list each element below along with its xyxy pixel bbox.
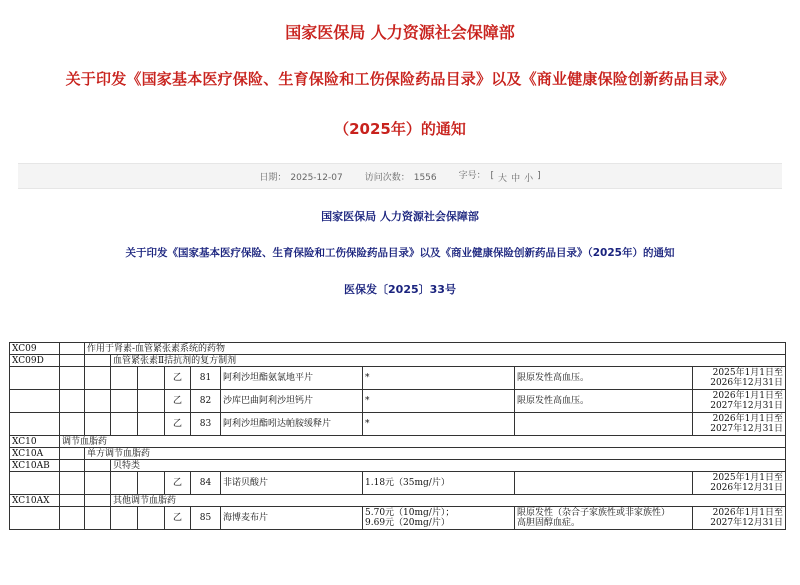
validity-end: 2026年12月31日 (710, 378, 784, 388)
drug-validity (693, 390, 786, 413)
atc-code: XC09 (10, 343, 60, 355)
validity-end: 2027年12月31日 (710, 518, 784, 528)
validity-end: 2027年12月31日 (710, 424, 784, 434)
font-size-medium-button[interactable]: 中 (511, 174, 521, 184)
drug-number: 84 (191, 472, 221, 495)
table-row (10, 472, 786, 495)
table-row (10, 367, 786, 390)
drug-grade: 乙 (165, 507, 191, 530)
drug-name: 海博麦布片 (221, 507, 363, 530)
drug-validity (693, 472, 786, 495)
drug-price: 1.18元（35mg/片） (363, 472, 515, 495)
category-name: 血管紧张素Ⅱ拮抗剂的复方制剂 (111, 355, 786, 367)
table-row (10, 507, 786, 530)
remark-line1: 限原发性（杂合子家族性或非家族性） (517, 508, 671, 518)
drug-grade: 乙 (165, 390, 191, 413)
drug-remark (515, 413, 693, 436)
drug-number: 85 (191, 507, 221, 530)
table-row (10, 355, 786, 367)
page-title-line2: 关于印发《国家基本医疗保险、生育保险和工伤保险药品目录》以及《商业健康保险创新药品目录》 (65, 70, 735, 88)
drug-remark: 限原发性高血压。 (515, 390, 693, 413)
price-line2: 9.69元（20mg/片） (365, 518, 450, 528)
font-size-close-bracket: ] (537, 171, 541, 181)
page-title-line1: 国家医保局 人力资源社会保障部 (285, 23, 515, 42)
atc-code: XC10A (10, 448, 60, 460)
atc-code: XC10 (10, 436, 60, 448)
drug-grade: 乙 (165, 472, 191, 495)
validity-start: 2025年1月1日至 (712, 368, 784, 378)
table-row (10, 448, 786, 460)
font-size-small-button[interactable]: 小 (524, 174, 534, 184)
drug-validity (693, 367, 786, 390)
category-name: 单方调节血脂药 (85, 448, 786, 460)
category-name: 其他调节血脂药 (111, 495, 786, 507)
drug-form: * (363, 413, 515, 436)
drug-number: 83 (191, 413, 221, 436)
drug-validity (693, 507, 786, 530)
validity-end: 2026年12月31日 (710, 483, 784, 493)
validity-start: 2026年1月1日至 (712, 508, 784, 518)
atc-code: XC09D (10, 355, 60, 367)
validity-start: 2026年1月1日至 (712, 391, 784, 401)
table-row (10, 495, 786, 507)
validity-start: 2026年1月1日至 (712, 414, 784, 424)
category-name: 调节血脂药 (60, 436, 786, 448)
validity-end: 2027年12月31日 (710, 401, 784, 411)
drug-name: 沙库巴曲阿利沙坦钙片 (221, 390, 363, 413)
category-name: 贝特类 (111, 460, 786, 472)
font-size-open-bracket: [ (490, 171, 495, 181)
drug-catalog-table (9, 342, 786, 530)
view-count-value: 1556 (413, 172, 437, 183)
drug-validity (693, 413, 786, 436)
page-title-line3: （2025年）的通知 (334, 120, 466, 138)
price-line1: 5.70元（10mg/片）； (365, 508, 455, 518)
publish-date-label: 日期： (259, 172, 287, 183)
drug-form: * (363, 367, 515, 390)
article-meta-bar (18, 163, 782, 189)
drug-grade: 乙 (165, 413, 191, 436)
table-row (10, 436, 786, 448)
atc-code: XC10AX (10, 495, 60, 507)
doc-subject: 关于印发《国家基本医疗保险、生育保险和工伤保险药品目录》以及《商业健康保险创新药品目录》（2025年）的通知 (125, 247, 675, 259)
drug-number: 81 (191, 367, 221, 390)
remark-line2: 高胆固醇血症。 (517, 518, 581, 528)
view-count-label: 访问次数： (364, 172, 410, 183)
drug-price (363, 507, 515, 530)
drug-remark (515, 472, 693, 495)
table-row (10, 343, 786, 355)
doc-issuer: 国家医保局 人力资源社会保障部 (321, 210, 479, 223)
drug-number: 82 (191, 390, 221, 413)
drug-name: 非诺贝酸片 (221, 472, 363, 495)
category-name: 作用于肾素-血管紧张素系统的药物 (85, 343, 786, 355)
table-row (10, 413, 786, 436)
publish-date-value: 2025-12-07 (290, 172, 343, 183)
font-size-label: 字号： (458, 171, 486, 181)
drug-remark (515, 507, 693, 530)
table-row (10, 460, 786, 472)
publish-date (259, 170, 342, 183)
validity-start: 2025年1月1日至 (712, 473, 784, 483)
doc-number: 医保发〔2025〕33号 (344, 283, 456, 296)
font-size-large-button[interactable]: 大 (498, 174, 508, 184)
drug-name: 阿利沙坦酯吲达帕胺缓释片 (221, 413, 363, 436)
font-size-control (459, 168, 541, 184)
drug-grade: 乙 (165, 367, 191, 390)
view-count (365, 170, 437, 183)
drug-name: 阿利沙坦酯氨氯地平片 (221, 367, 363, 390)
atc-code: XC10AB (10, 460, 60, 472)
table-row (10, 390, 786, 413)
drug-remark: 限原发性高血压。 (515, 367, 693, 390)
drug-form: * (363, 390, 515, 413)
